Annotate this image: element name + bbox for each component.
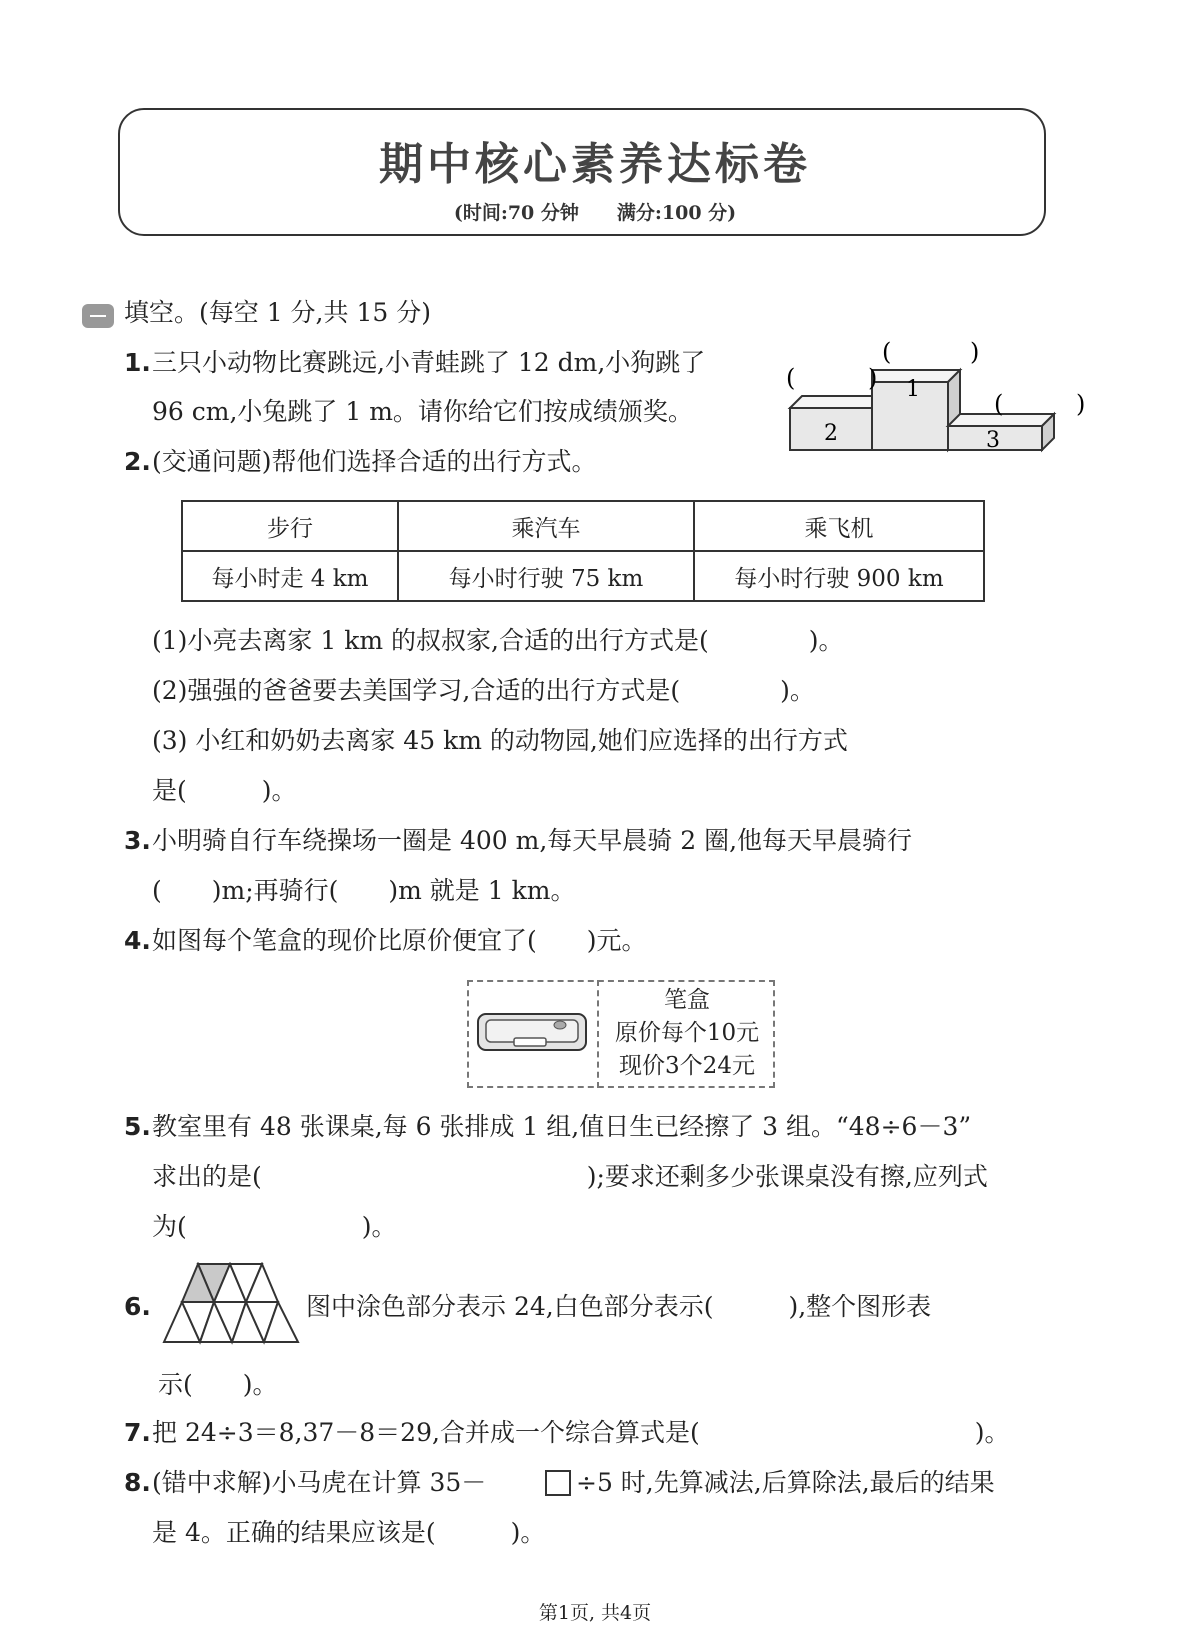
page-footer: 第1页, 共4页 (538, 1602, 652, 1624)
q5-line2: 求出的是( );要求还剩多少张课桌没有擦,应列式 (152, 1162, 988, 1191)
podium-label-2: 2 (824, 421, 838, 446)
q6-line1: 图中涂色部分表示 24,白色部分表示( ),整个图形表 (306, 1292, 932, 1321)
blank-box (545, 1470, 571, 1496)
podium-paren-second-close: ) (868, 364, 878, 392)
q7-line1: 把 24÷3＝8,37－8＝29,合并成一个综合算式是( )。 (152, 1418, 1010, 1447)
section-heading: 填空。(每空 1 分,共 15 分) (124, 298, 431, 327)
podium-figure (786, 338, 1086, 478)
trapezoid-triangles-figure (158, 1262, 306, 1346)
table-cell: 每小时走 4 km (182, 551, 398, 601)
section-number-badge (82, 304, 114, 328)
q1-line1: 三只小动物比赛跳远,小青蛙跳了 12 dm,小狗跳了 (152, 348, 706, 377)
q8-line1-part1: (错中求解)小马虎在计算 35－ (152, 1468, 487, 1497)
q7-number: 7. (124, 1418, 151, 1447)
q6-line2: 示( )。 (158, 1370, 278, 1399)
card-item-name: 笔盒 (664, 987, 710, 1013)
q1-number: 1. (124, 348, 151, 377)
card-current-price: 现价3个24元 (619, 1053, 755, 1079)
podium-label-3: 3 (986, 428, 1000, 453)
q5-line3: 为( )。 (152, 1212, 397, 1241)
q3-number: 3. (124, 826, 151, 855)
podium-paren-first-close: ) (970, 338, 980, 366)
q2-sub3-line2: 是( )。 (152, 776, 297, 805)
q5-number: 5. (124, 1112, 151, 1141)
transport-table (181, 500, 985, 602)
q1-line2: 96 cm,小兔跳了 1 m。请你给它们按成绩颁奖。 (152, 397, 693, 426)
table-cell: 每小时行驶 75 km (398, 551, 694, 601)
podium-paren-third-close: ) (1076, 390, 1086, 418)
table-header-cell: 乘飞机 (694, 501, 984, 551)
q2-sub3-line1: (3) 小红和奶奶去离家 45 km 的动物园,她们应选择的出行方式 (152, 726, 848, 755)
podium-paren-first-open: ( (882, 338, 892, 366)
podium-paren-second-open: ( (786, 364, 796, 392)
podium-label-1: 1 (906, 377, 920, 402)
q2-sub1: (1)小亮去离家 1 km 的叔叔家,合适的出行方式是( )。 (152, 626, 844, 655)
q3-line2: ( )m;再骑行( )m 就是 1 km。 (152, 876, 576, 905)
q8-line1-part2: ÷5 时,先算减法,后算除法,最后的结果 (576, 1468, 995, 1497)
table-row (182, 551, 984, 601)
q4-number: 4. (124, 926, 151, 955)
q5-line1: 教室里有 48 张课桌,每 6 张排成 1 组,值日生已经擦了 3 组。“48÷6－3” (152, 1112, 972, 1141)
q4-line1: 如图每个笔盒的现价比原价便宜了( )元。 (152, 926, 647, 955)
q2-sub2: (2)强强的爸爸要去美国学习,合适的出行方式是( )。 (152, 676, 815, 705)
q6-number: 6. (124, 1292, 151, 1321)
q2-line1: (交通问题)帮他们选择合适的出行方式。 (152, 447, 597, 476)
table-header-row (182, 501, 984, 551)
pencil-case-icon (474, 1008, 592, 1058)
q3-line1: 小明骑自行车绕操场一圈是 400 m,每天早晨骑 2 圈,他每天早晨骑行 (152, 826, 913, 855)
podium-step-2-top (790, 396, 872, 408)
q2-number: 2. (124, 447, 151, 476)
q8-line2: 是 4。正确的结果应该是( )。 (152, 1518, 546, 1547)
page-subtitle: (时间:70 分钟 满分:100 分) (453, 202, 737, 224)
podium-paren-third-open: ( (994, 390, 1004, 418)
q8-number: 8. (124, 1468, 151, 1497)
page-title: 期中核心素养达标卷 (379, 139, 811, 190)
table-cell: 每小时行驶 900 km (694, 551, 984, 601)
table-header-cell: 乘汽车 (398, 501, 694, 551)
table-header-cell: 步行 (182, 501, 398, 551)
card-original-price: 原价每个10元 (614, 1020, 760, 1046)
